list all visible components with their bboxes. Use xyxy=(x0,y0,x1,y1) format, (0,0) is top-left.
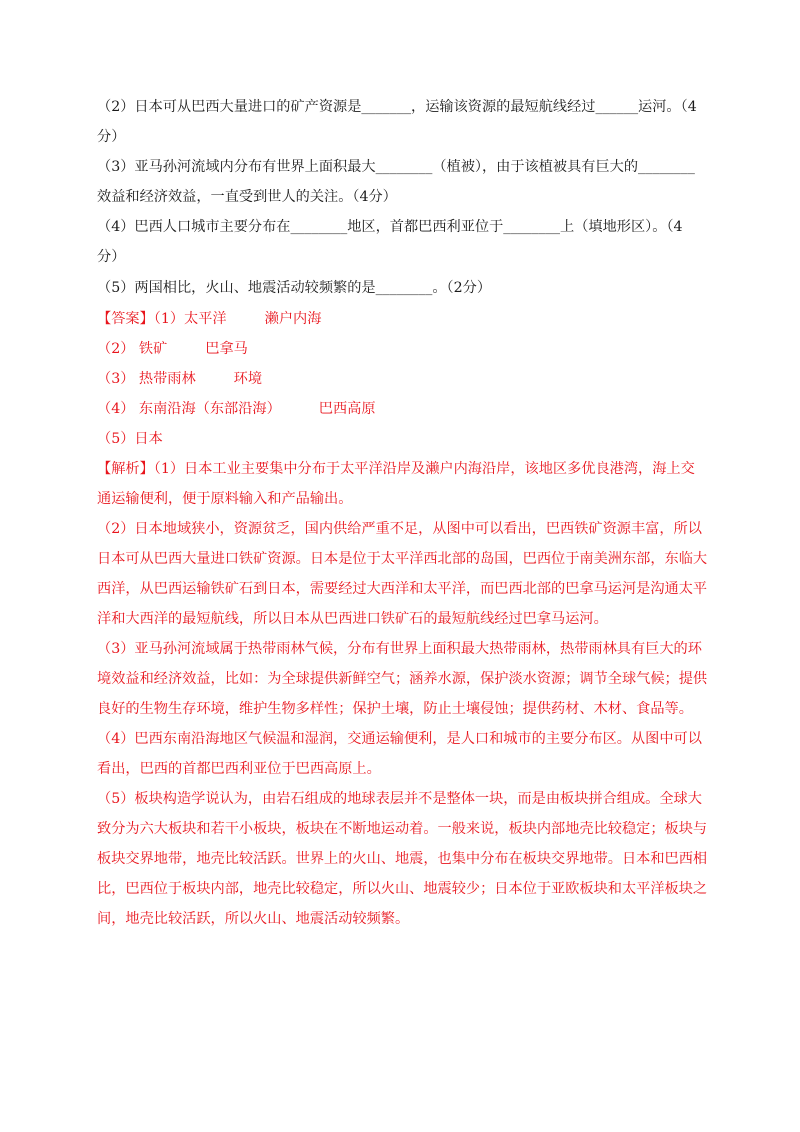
analysis-2-line-4: 洋和大西洋的最短航线，所以日本从巴西进口铁矿石的最短航线经过巴拿马运河。 xyxy=(97,611,608,627)
analysis-2-line-3: 西洋，从巴西运输铁矿石到日本，需要经过大西洋和太平洋，而巴西北部的巴拿马运河是沟通太平 xyxy=(97,581,708,597)
answer-row-1 xyxy=(97,309,720,329)
analysis-2-line-2: 日本可从巴西大量进口铁矿资源。日本是位于太平洋西北部的岛国，巴西位于南美洲东部，东临大 xyxy=(97,551,708,567)
analysis-5-line-5: 间，地壳比较活跃，所以火山、地震活动较频繁。 xyxy=(97,911,410,927)
answer-row-3-value: 环境 xyxy=(233,371,263,387)
analysis-3-line-3: 良好的生物生存环境，维护生物多样性；保护土壤，防止土壤侵蚀；提供药材、木材、食品等。 xyxy=(97,701,693,717)
analysis-2-line-1: （2）日本地域狭小，资源贫乏，国内供给严重不足，从图中可以看出，巴西铁矿资源丰富，所以 xyxy=(97,521,702,537)
answer-row-4 xyxy=(97,399,720,419)
answer-row-2-value: 巴拿马 xyxy=(205,341,248,357)
analysis-5-line-4: 比，巴西位于板块内部，地壳比较稳定，所以火山、地震较少；日本位于亚欧板块和太平洋板块之 xyxy=(97,881,708,897)
answer-row-3 xyxy=(97,369,720,389)
analysis-3-line-1: （3）亚马孙河流域属于热带雨林气候，分布有世界上面积最大热带雨林，热带雨林具有巨大的环 xyxy=(97,641,702,657)
analysis-3-line-2: 境效益和经济效益，比如：为全球提供新鲜空气；涵养水源，保护淡水资源；调节全球气候；提供 xyxy=(97,671,708,687)
analysis-5-line-2: 致分为六大板块和若干小板块，板块在不断地运动着。一般来说，板块内部地壳比较稳定；板块与 xyxy=(97,821,708,837)
answer-row-1-value: 濑户内海 xyxy=(264,311,322,327)
answer-row-5: （5）日本 xyxy=(97,431,163,447)
analysis-5-line-3: 板块交界地带，地壳比较活跃。世界上的火山、地震，也集中分布在板块交界地带。日本和巴西相 xyxy=(97,851,708,867)
analysis-4-line-2: 看出，巴西的首都巴西利亚位于巴西高原上。 xyxy=(97,761,381,777)
analysis-5-line-1: （5）板块构造学说认为，由岩石组成的地球表层并不是整体一块，而是由板块拼合组成。全球大 xyxy=(97,791,702,807)
answer-row-1-label: 【答案】（1）太平洋 xyxy=(97,311,227,327)
analysis-4-line-1: （4）巴西东南沿海地区气候温和湿润，交通运输便利，是人口和城市的主要分布区。从图中可以 xyxy=(97,731,702,747)
answer-row-4-value: 巴西高原 xyxy=(318,401,376,417)
answer-row-3-label: （3） 热带雨林 xyxy=(97,371,196,387)
analysis-1-line-1: 【解析】（1）日本工业主要集中分布于太平洋沿岸及濑户内海沿岸，该地区多优良港湾，海上交 xyxy=(97,461,695,477)
answer-row-4-label: （4） 东南沿海（东部沿海） xyxy=(97,401,281,417)
question-4-line-2: 分） xyxy=(97,249,126,265)
question-5-line-1: （5）两国相比，火山、地震活动较频繁的是________。（2分） xyxy=(97,280,492,296)
question-3-line-1: （3）亚马孙河流域内分布有世界上面积最大________（植被），由于该植被具有巨大的________ xyxy=(97,159,695,175)
question-2-line-1: （2）日本可从巴西大量进口的矿产资源是_______，运输该资源的最短航线经过______运河。（4 xyxy=(97,99,697,115)
analysis-1-line-2: 通运输便利，便于原料输入和产品输出。 xyxy=(97,491,353,507)
question-4-line-1: （4）巴西人口城市主要分布在________地区，首都巴西利亚位于________上（填地形区）。（4 xyxy=(97,219,683,235)
question-2-line-2: 分） xyxy=(97,129,126,145)
question-3-line-2: 效益和经济效益，一直受到世人的关注。（4分） xyxy=(97,189,397,205)
answer-row-2 xyxy=(97,339,720,359)
answer-row-2-label: （2） 铁矿 xyxy=(97,341,168,357)
